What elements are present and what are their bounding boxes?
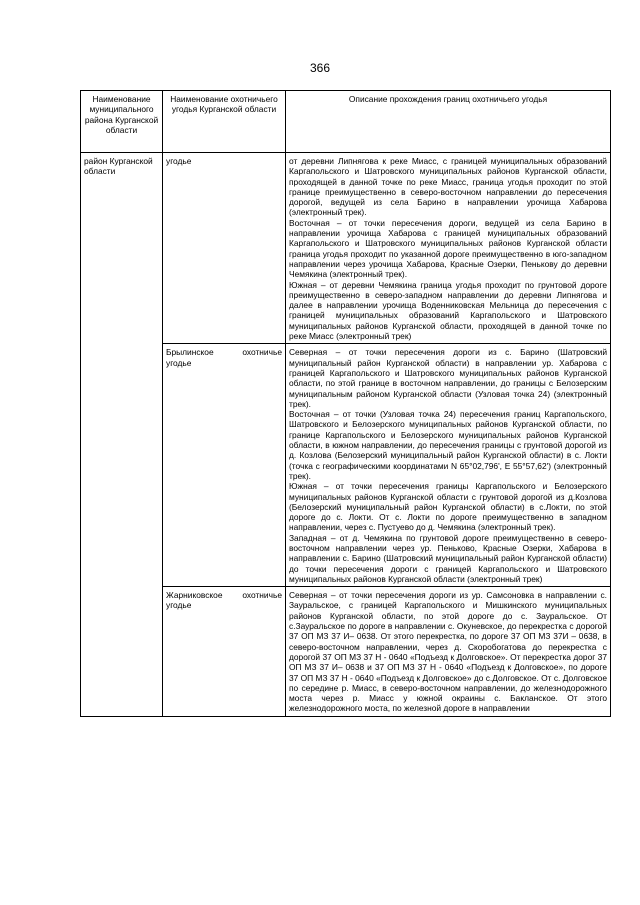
header-district: Наименование муниципального района Курганской области bbox=[81, 91, 163, 153]
table-row bbox=[81, 153, 611, 344]
ground-name: Брылинское охотничье угодье bbox=[166, 347, 282, 368]
boundary-description-cell bbox=[286, 153, 611, 344]
header-boundary-description: Описание прохождения границ охотничьего угодья bbox=[286, 91, 611, 153]
ground-name-cell bbox=[163, 587, 286, 717]
boundary-paragraph: Северная – от точки пересечения дороги из с. Барино (Шатровский муниципальный район Курганской области) в направлении ур. Хабарова с границей Каргапольского и Шатровского муниципальных районов Курганской области, по этой границе в восточном направлении, до границы с Белозерским муниципальным районом Курганской области (Узловая точка 24) (электронный трек). bbox=[289, 347, 607, 409]
ground-name: Жарниковское охотничье угодье bbox=[166, 590, 282, 611]
district-cell bbox=[81, 153, 163, 717]
ground-name-cell bbox=[163, 344, 286, 587]
boundary-paragraph: Восточная – от точки (Узловая точка 24) пересечения границ Каргапольского, Шатровского и Белозерского муниципальных районов Курганской области, по границе Каргапольского и Белозерского муниципальных районов Курганской области, в южном направлении, до пересечения границы с грунтовой дорогой из д. Козлова (Белозерский муниципальный район Курганской области) в с. Локти (точка с географическими координатами N 65°02,796', E 55°57,62') (электронный трек). bbox=[289, 409, 607, 481]
hunting-grounds-table bbox=[80, 90, 611, 717]
boundary-paragraph: Северная – от точки пересечения дороги из ур. Самсоновка в направлении с. Зауральское, с границей Каргапольского и Мишкинского муниципальных районов Курганской области, по этой дороге до с. Зауральское. От с.Зауральское по дороге в направлении с. Окуневское, до перекрестка с дорогой 37 ОП МЗ 37 И– 0638. От этого перекрестка, по дороге 37 ОП МЗ 37И – 0638, в северо-восточном направлении, через д. Скоробогатова до перекрестка с дорогой 37 ОП МЗ 37 Н - 0640 «Подъезд к Долговское». От перекрестка дорог 37 ОП МЗ 37 И– 0638 и 37 ОП МЗ 37 Н - 0640 «Подъезд к Долговское», по дороге 37 ОП МЗ 37 Н - 0640 «Подъезд к Долговское» до с.Долговское. От с. Долговское по середине р. Миасс, в северо-восточном направлении, до железнодорожного моста через р. Миасс у южной окраины с. Бакланское. От этого железнодорожного моста, по железной дороге в направлении bbox=[289, 590, 607, 714]
table-header-row bbox=[81, 91, 611, 153]
boundary-paragraph: от деревни Липнягова к реке Миасс, с границей муниципальных образований Каргапольского и Шатровского муниципальных районов Курганской области, проходящей в данной точке по реке Миасс, граница угодья проходит по этой границе преимущественно в северо-восточном направлении до пересечения дорогой, ведущей из села Барино в направлении урочища Хабарова (электронный трек). bbox=[289, 156, 607, 218]
page-number: 366 bbox=[309, 61, 331, 75]
ground-name: угодье bbox=[166, 156, 192, 166]
boundary-paragraph: Южная – от деревни Чемякина граница угодья проходит по грунтовой дороге преимущественно в северо-западном направлении до деревни Липнягова и далее в направлении урочища Воденниковская Мельница до пересечения с границей муниципальных образований Каргапольского и Шатровского муниципальных районов Курганской области, проходящей в данной точке по реке Миасс (электронный трек) bbox=[289, 279, 607, 342]
boundary-paragraph: Восточная – от точки пересечения дороги, ведущей из села Барино в направлении урочища Хабарова с границей муниципальных образований Каргапольского и Шатровского муниципальных районов Курганской области граница угодья проходит по указанной дороге преимущественно в юго-западном направлении через урочища Хабарова, Красные Озерки, Пенькову до деревни Чемякина (электронный трек). bbox=[289, 217, 607, 280]
boundary-description-cell bbox=[286, 587, 611, 717]
boundary-paragraph: Южная – от точки пересечения границы Каргапольского и Белозерского муниципальных районов Курганской области с грунтовой дорогой из д.Козлова (Белозерский муниципальный район Курганской области) в с.Локти, по этой дороге до с. Локти. От с. Локти по дороге преимущественно в западном направлении, через с. Пустуево до д. Чемякина (электронный трек). bbox=[289, 481, 607, 533]
ground-name-cell bbox=[163, 153, 286, 344]
boundary-paragraph: Западная – от д. Чемякина по грунтовой дороге преимущественно в северо-восточном направлении через ур. Пеньково, Красные Озерки, Хабарова в направлении с. Барино (Шатровский муниципальный район Курганской области) до точки пересечения дороги с границей Каргапольского и Шатровского муниципальных районов Курганской области (электронный трек) bbox=[289, 532, 607, 584]
boundary-description-cell bbox=[286, 344, 611, 587]
district-name: район Курганской области bbox=[84, 156, 153, 177]
header-ground-name: Наименование охотничьего угодья Курганской области bbox=[163, 91, 286, 153]
